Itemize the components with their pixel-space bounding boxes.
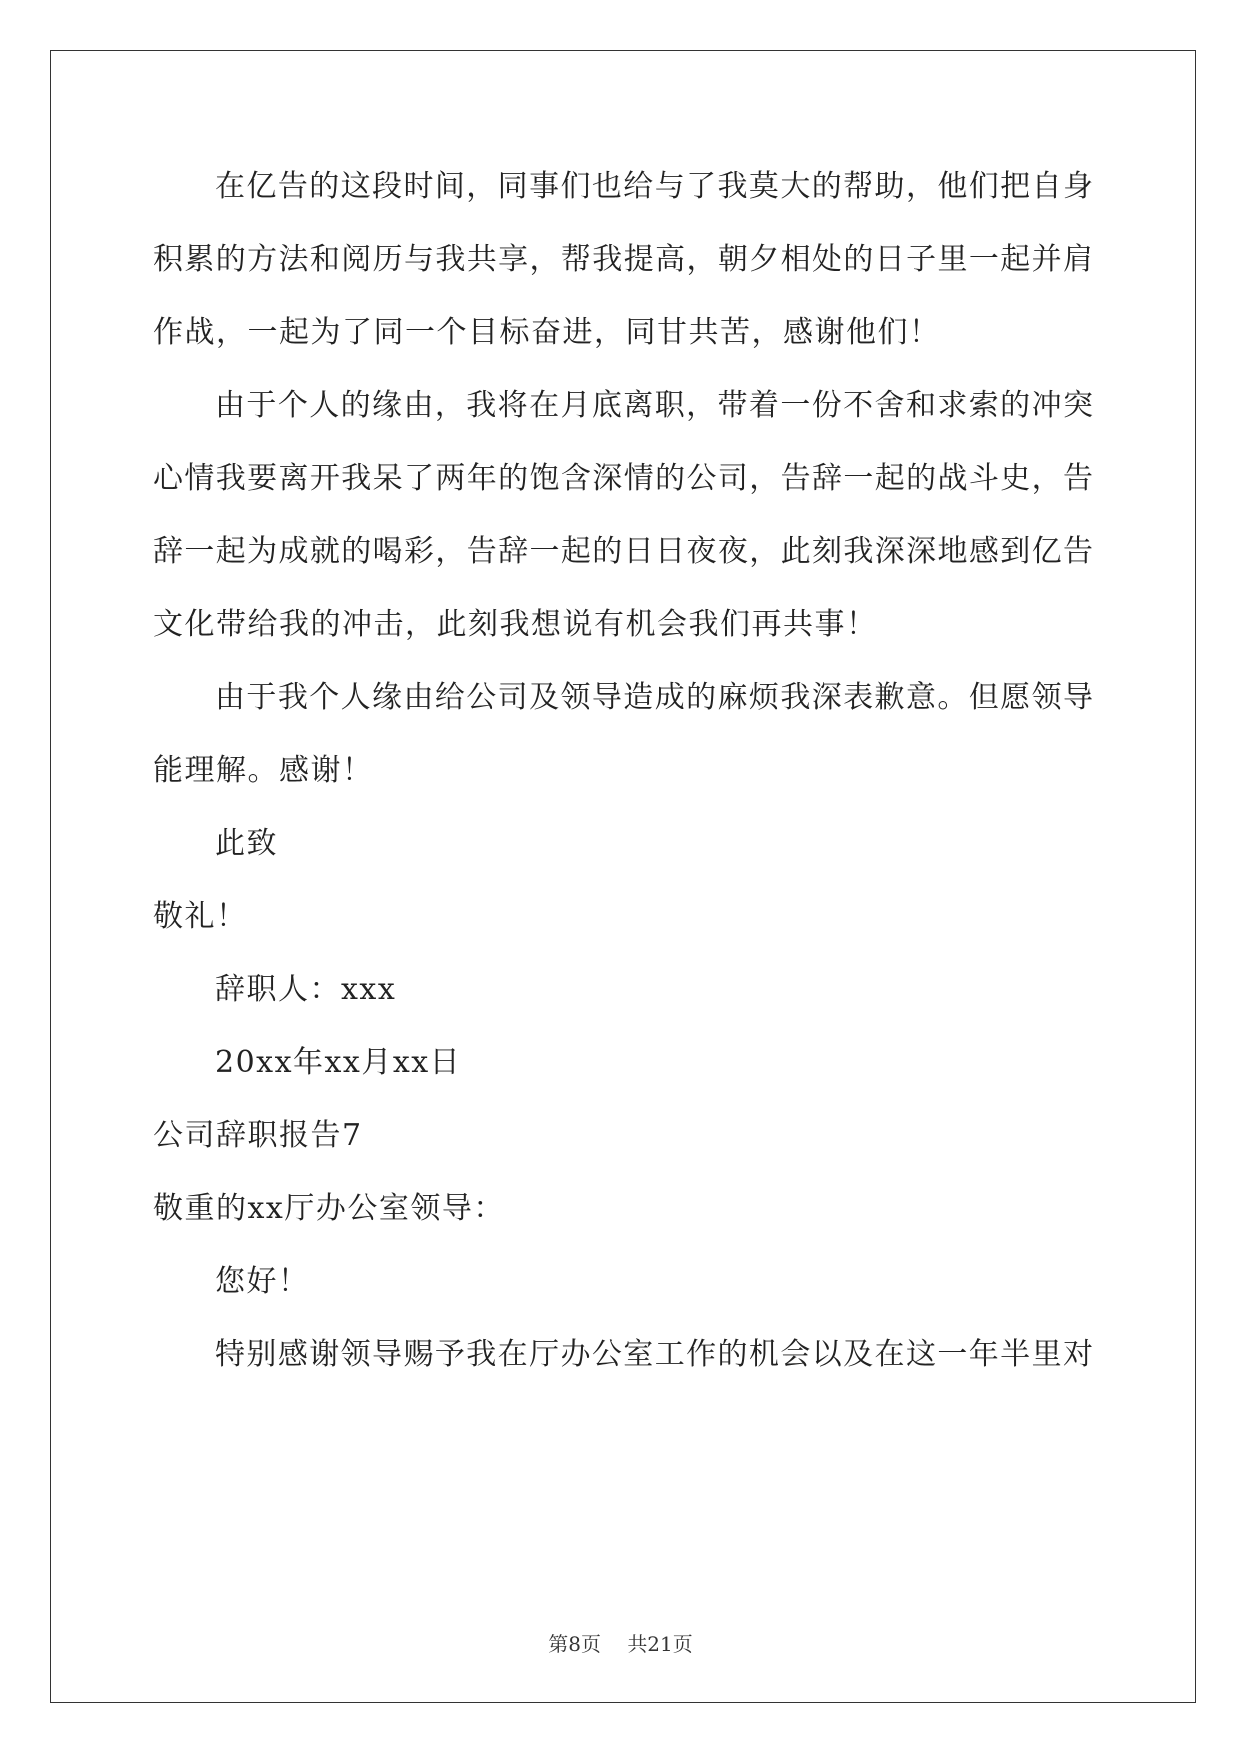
page-total: 共21页 [627, 1632, 693, 1656]
section-heading: 公司辞职报告7 [153, 1118, 363, 1153]
paragraph-line: 积累的方法和阅历与我共享，帮我提高，朝夕相处的日子里一起并肩 [153, 242, 1093, 277]
paragraph-line: 心情我要离开我呆了两年的饱含深情的公司，告辞一起的战斗史，告 [153, 461, 1093, 496]
page-footer [0, 1630, 1241, 1658]
paragraph-line: 能理解。感谢！ [153, 753, 374, 788]
greeting-line: 敬重的xx厅办公室领导： [153, 1191, 505, 1226]
paragraph-line: 特别感谢领导赐予我在厅办公室工作的机会以及在这一年半里对 [215, 1337, 1093, 1372]
signature-line: 辞职人：xxx [215, 972, 397, 1007]
date-line: 20xx年xx月xx日 [215, 1045, 462, 1080]
salutation-line: 敬礼！ [153, 899, 248, 934]
greeting-line: 您好！ [215, 1264, 310, 1299]
paragraph-line: 由于我个人缘由给公司及领导造成的麻烦我深表歉意。但愿领导 [215, 680, 1093, 715]
paragraph-line: 作战，一起为了同一个目标奋进，同甘共苦，感谢他们！ [153, 315, 941, 350]
paragraph-line: 由于个人的缘由，我将在月底离职，带着一份不舍和求索的冲突 [215, 388, 1093, 423]
closing-line: 此致 [215, 826, 278, 861]
paragraph-line: 辞一起为成就的喝彩，告辞一起的日日夜夜，此刻我深深地感到亿告 [153, 534, 1093, 569]
paragraph-line: 在亿告的这段时间，同事们也给与了我莫大的帮助，他们把自身 [215, 169, 1093, 204]
page-frame [50, 50, 1196, 1703]
paragraph-line: 文化带给我的冲击，此刻我想说有机会我们再共事！ [153, 607, 878, 642]
page-number: 第8页 [548, 1632, 601, 1656]
